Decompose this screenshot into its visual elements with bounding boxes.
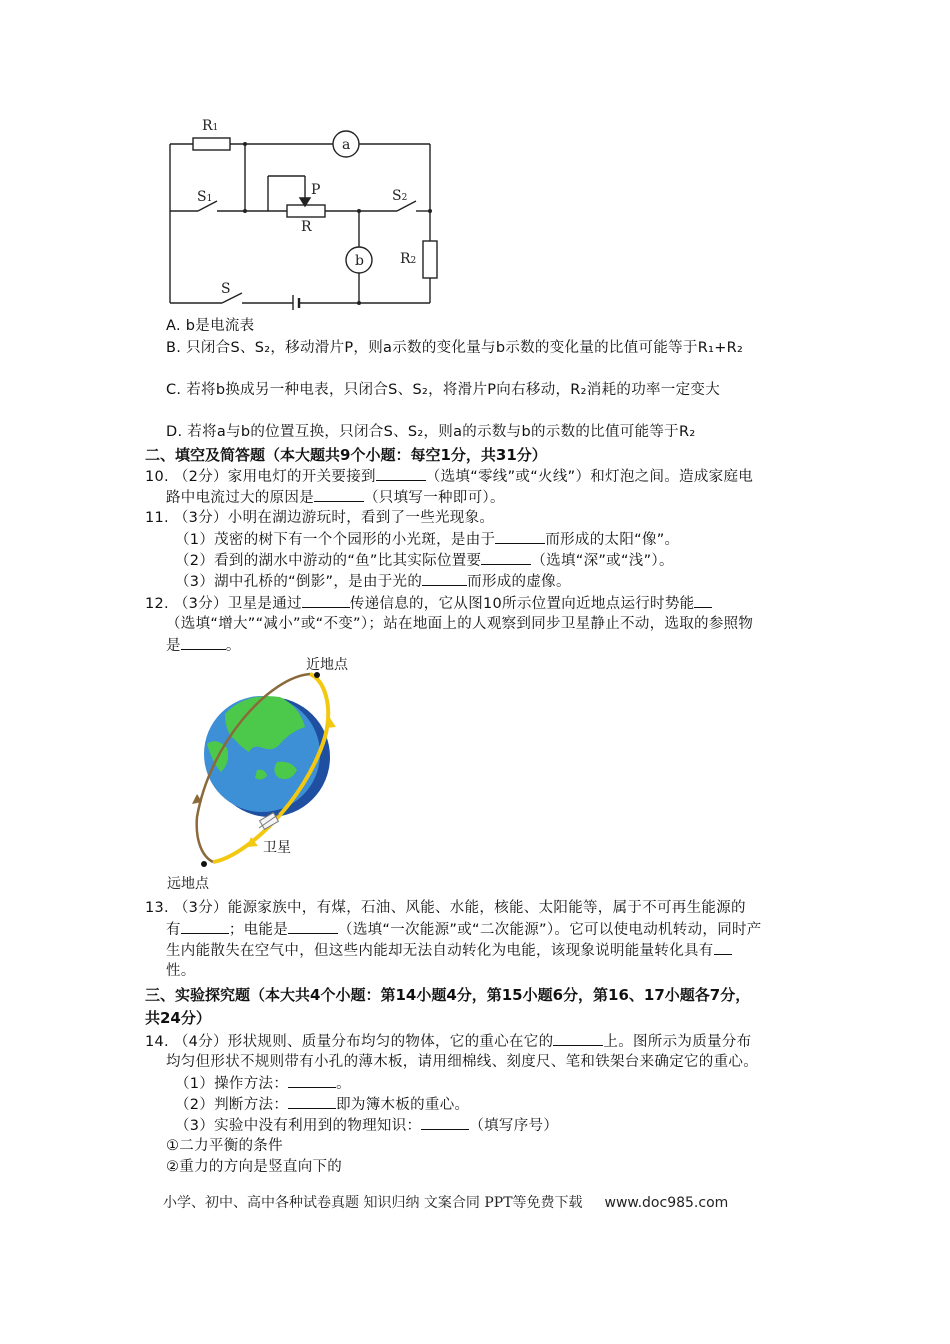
q13-line1: 13. （3分）能源家族中，有煤，石油、风能、水能，核能、太阳能等，属于不可再生能源的 xyxy=(145,900,746,916)
orbit-figure xyxy=(165,652,375,892)
q11-line1: 11. （3分）小明在湖边游玩时，看到了一些光现象。 xyxy=(145,510,495,526)
q12-line1: 12. （3分）卫星是通过 传递信息的，它从图10所示位置向近地点运行时势能 xyxy=(145,593,712,614)
q13-line3: 生内能散失在空气中，但这些内能却无法自动转化为电能，该现象说明能量转化具有 xyxy=(166,940,732,961)
q14-line2: 均匀但形状不规则带有小孔的薄木板，请用细棉线、刻度尺、笔和铁架台来确定它的重心。 xyxy=(166,1054,758,1070)
option-d: D. 若将a与b的位置互换，只闭合S、S₂，则a的示数与b的示数的比值可能等于R₂ xyxy=(166,424,696,440)
section-2-title: 二、填空及简答题（本大题共9个小题：每空1分，共31分） xyxy=(145,446,547,464)
option-b: B. 只闭合S、S₂，移动滑片P，则a示数的变化量与b示数的变化量的比值可能等于R₁+R₂ xyxy=(166,340,744,356)
q14-knowledge-2: ②重力的方向是竖直向下的 xyxy=(166,1159,343,1175)
svg-text:S1: S1 xyxy=(197,189,213,205)
q10-line1: 10. （2分）家用电灯的开关要接到 （选填“零线”或“火线”）和灯泡之间。造成家庭电 xyxy=(145,466,753,487)
footer-url[interactable]: www.doc985.com xyxy=(604,1195,729,1211)
q14-knowledge-1: ①二力平衡的条件 xyxy=(166,1138,283,1154)
q12-line2: （选填“增大”“减小”或“不变”）；站在地面上的人观察到同步卫星静止不动，选取的参照物 xyxy=(166,616,754,632)
option-a: A. b是电流表 xyxy=(166,318,255,334)
q14-line1: 14. （4分）形状规则、质量分布均匀的物体，它的重心在它的 上。图所示为质量分布 xyxy=(145,1031,751,1052)
resistor-r2 xyxy=(423,241,437,278)
option-c: C. 若将b换成另一种电表，只闭合S、S₂，将滑片P向右移动，R₂消耗的功率一定变大 xyxy=(166,382,720,398)
q11-sub1: （1）茂密的树下有一个个园形的小光斑，是由于 而形成的太阳“像”。 xyxy=(175,529,679,550)
q13-line4: 性。 xyxy=(166,963,196,979)
svg-text:P: P xyxy=(311,182,321,198)
section-3-title-line1: 三、实验探究题（本大共4个小题：第14小题4分，第15小题6分，第16、17小题各7分， xyxy=(145,986,751,1004)
svg-text:R1: R1 xyxy=(202,118,219,134)
q11-sub3: （3）湖中孔桥的“倒影”，是由于光的 而形成的虚像。 xyxy=(175,571,571,592)
q12-line3: 是 。 xyxy=(166,635,241,656)
svg-text:a: a xyxy=(342,137,351,153)
section-3-title-line2: 共24分） xyxy=(145,1009,211,1027)
q11-sub2: （2）看到的湖水中游动的“鱼”比其实际位置要 （选填“深”或“浅”）。 xyxy=(175,550,674,571)
resistor-r1 xyxy=(193,138,230,150)
svg-text:近地点: 近地点 xyxy=(306,657,348,673)
svg-text:远地点: 远地点 xyxy=(167,876,209,892)
q14-sub1: （1）操作方法： 。 xyxy=(175,1073,351,1094)
footer-text: 小学、初中、高中各种试卷真题 知识归纳 文案合同 PPT等免费下载 xyxy=(163,1195,583,1211)
rheostat-r xyxy=(287,205,325,217)
svg-text:S: S xyxy=(221,281,231,297)
footer xyxy=(163,1192,728,1212)
svg-text:S2: S2 xyxy=(392,188,408,204)
q10-line2: 路中电流过大的原因是 （只填写一种即可）。 xyxy=(166,487,505,508)
q14-sub2: （2）判断方法： 即为簿木板的重心。 xyxy=(175,1094,469,1115)
q14-sub3: （3）实验中没有利用到的物理知识： （填写序号） xyxy=(175,1115,558,1136)
q13-line2: 有 ；电能是 （选填“一次能源”或“二次能源”）。它可以使电动机转动，同时产 xyxy=(166,919,762,940)
circuit-diagram xyxy=(150,110,450,310)
svg-text:b: b xyxy=(355,253,364,269)
svg-text:卫星: 卫星 xyxy=(263,840,291,856)
svg-text:R: R xyxy=(301,219,312,235)
svg-text:R2: R2 xyxy=(400,251,417,267)
